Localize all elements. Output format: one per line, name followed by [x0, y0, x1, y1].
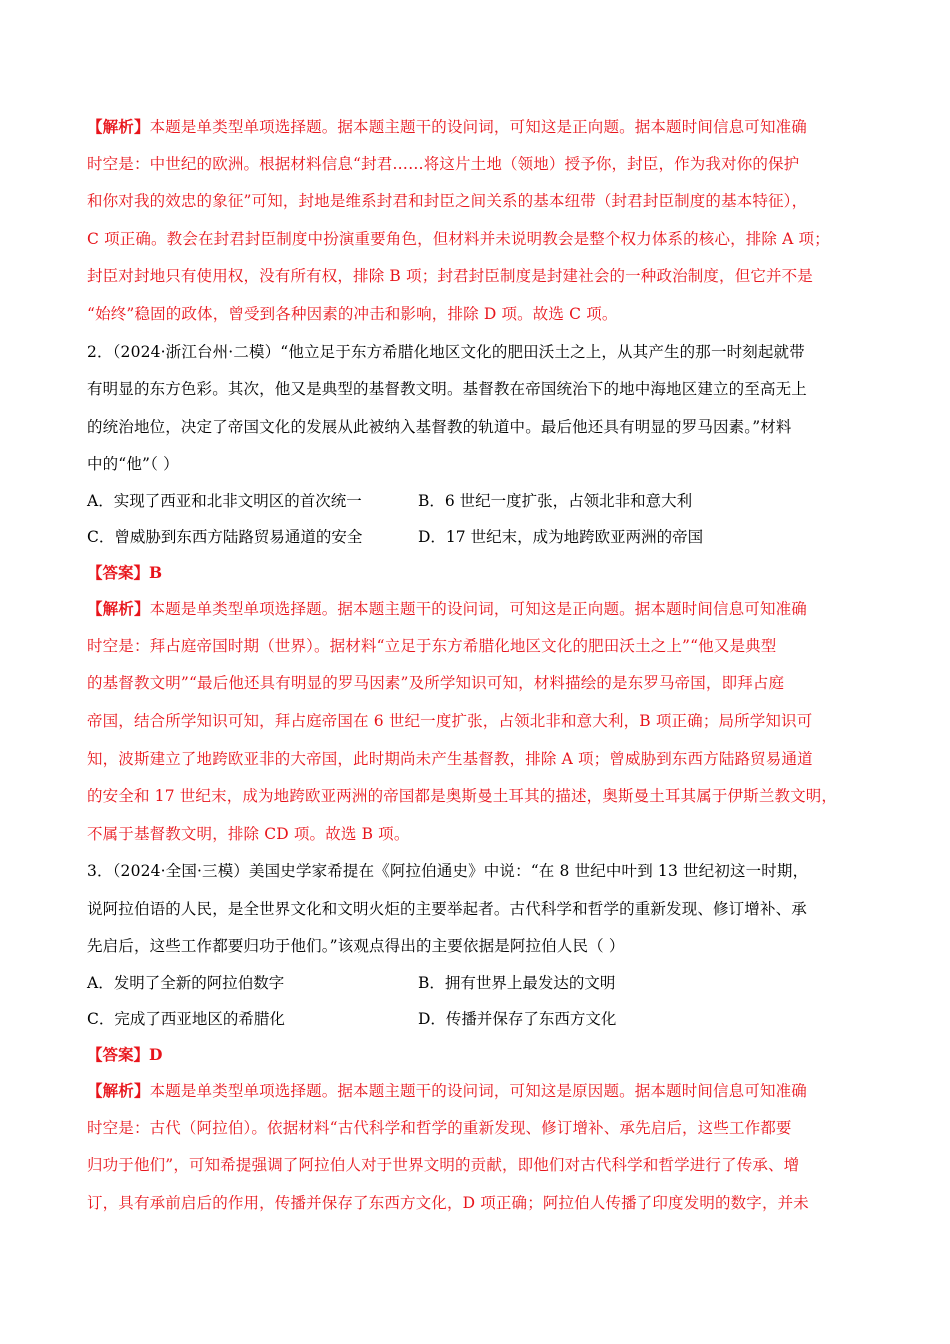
q2-options-row-2: [87, 520, 873, 556]
q3-stem-line-1: 3．（2024·全国·三模）美国史学家希提在《阿拉伯通史》中说：“在 8 世纪中叶到 13 世纪初这一时期，: [87, 862, 809, 881]
q3-stem-line-3: 先启后，这些工作都要归功于他们。”该观点得出的主要依据是阿拉伯人民（ ）: [87, 937, 625, 956]
q1-analysis-line-5: 封臣对封地只有使用权，没有所有权，排除 B 项；封君封臣制度是封建社会的一种政治制度，但它并不是: [87, 267, 813, 286]
q1-analysis-line-1: 【解析】本题是单类型单项选择题。据本题主题干的设问词，可知这是正向题。据本题时间信息可知准确: [87, 117, 807, 136]
q2-analysis-line-6: 的安全和 17 世纪末，成为地跨欧亚两洲的帝国都是奥斯曼土耳其的描述，奥斯曼土耳其属于伊斯兰教文明，: [87, 787, 838, 806]
q3-stem-line-2: 说阿拉伯语的人民，是全世界文化和文明火炬的主要举起者。古代科学和哲学的重新发现、修订增补、承: [87, 899, 807, 918]
q2-stem-line-3: 的统治地位，决定了帝国文化的发展从此被纳入基督教的轨道中。最后他还具有明显的罗马因素。”材料: [87, 417, 792, 436]
q1-analysis-line-2: 时空是：中世纪的欧洲。根据材料信息“封君……将这片土地（领地）授予你，封臣，作为我对你的保护: [87, 154, 800, 173]
q2-analysis-line-2: 时空是：拜占庭帝国时期（世界）。据材料“立足于东方希腊化地区文化的肥田沃土之上”“他又是典型: [87, 636, 777, 655]
q2-analysis-line-4: 帝国，结合所学知识可知，拜占庭帝国在 6 世纪一度扩张，占领北非和意大利，B 项正确；局所学知识可: [87, 711, 813, 730]
q3-option-b[interactable]: B．拥有世界上最发达的文明: [418, 974, 616, 993]
q3-answer: 【答案】D: [87, 1045, 163, 1065]
q3-analysis-line-1: 【解析】本题是单类型单项选择题。据本题主题干的设问词，可知这是原因题。据本题时间信息可知准确: [87, 1081, 807, 1101]
q2-analysis-line-3: 的基督教文明”“最后他还具有明显的罗马因素”及所学知识可知，材料描绘的是东罗马帝国，即拜占庭: [87, 674, 785, 693]
q3-analysis-label: 【解析】: [87, 1081, 150, 1101]
q2-analysis-line-7: 不属于基督教文明，排除 CD 项。故选 B 项。: [87, 824, 410, 843]
q3-options-row-1: [87, 966, 873, 1002]
q3-option-d[interactable]: D．传播并保存了东西方文化: [418, 1009, 617, 1028]
q2-analysis-line-1: 【解析】本题是单类型单项选择题。据本题主题干的设问词，可知这是正向题。据本题时间信息可知准确: [87, 599, 807, 619]
q1-analysis-label: 【解析】: [87, 117, 150, 136]
q2-options-row-1: [87, 484, 873, 520]
q2-stem-line-4: 中的“他”（ ）: [87, 455, 179, 474]
q2-option-a[interactable]: A．实现了西亚和北非文明区的首次统一: [87, 491, 362, 510]
q2-option-d[interactable]: D．17 世纪末，成为地跨欧亚两洲的帝国: [418, 527, 704, 546]
q1-analysis-line-4: C 项正确。教会在封君封臣制度中扮演重要角色，但材料并未说明教会是整个权力体系的核心，排除 A 项；: [87, 229, 830, 248]
q1-analysis-line-6: “始终”稳固的政体，曾受到各种因素的冲击和影响，排除 D 项。故选 C 项。: [87, 304, 618, 323]
q2-option-c[interactable]: C．曾威胁到东西方陆路贸易通道的安全: [87, 527, 363, 546]
q1-analysis-line-3: 和你对我的效忠的象征”可知，封地是维系封君和封臣之间关系的基本纽带（封君封臣制度的基本特征），: [87, 192, 808, 211]
q2-analysis-label: 【解析】: [87, 599, 150, 619]
document-page: [87, 108, 873, 1223]
q3-analysis-line-4: 订，具有承前启后的作用，传播并保存了东西方文化，D 项正确；阿拉伯人传播了印度发明的数字，并未: [87, 1194, 809, 1213]
q2-answer: 【答案】B: [87, 563, 163, 583]
q3-analysis-line-2: 时空是：古代（阿拉伯）。依据材料“古代科学和哲学的重新发现、修订增补、承先启后，这些工作都要: [87, 1118, 792, 1137]
q3-option-a[interactable]: A．发明了全新的阿拉伯数字: [87, 974, 285, 993]
q3-option-c[interactable]: C．完成了西亚地区的希腊化: [87, 1009, 285, 1028]
q3-analysis-line-3: 归功于他们”，可知希提强调了阿拉伯人对于世界文明的贡献，即他们对古代科学和哲学进行了传承、增: [87, 1156, 800, 1175]
q2-stem-line-2: 有明显的东方色彩。其次，他又是典型的基督教文明。基督教在帝国统治下的地中海地区建立的至高无上: [87, 380, 807, 399]
q2-analysis-line-5: 知，波斯建立了地跨欧亚非的大帝国，此时期尚未产生基督教，排除 A 项；曾威胁到东西方陆路贸易通道: [87, 749, 813, 768]
q2-option-b[interactable]: B．6 世纪一度扩张，占领北非和意大利: [418, 491, 693, 510]
q3-options-row-2: [87, 1002, 873, 1038]
q2-stem-line-1: 2．（2024·浙江台州·二模）“他立足于东方希腊化地区文化的肥田沃土之上，从其产生的那一时刻起就带: [87, 342, 805, 361]
